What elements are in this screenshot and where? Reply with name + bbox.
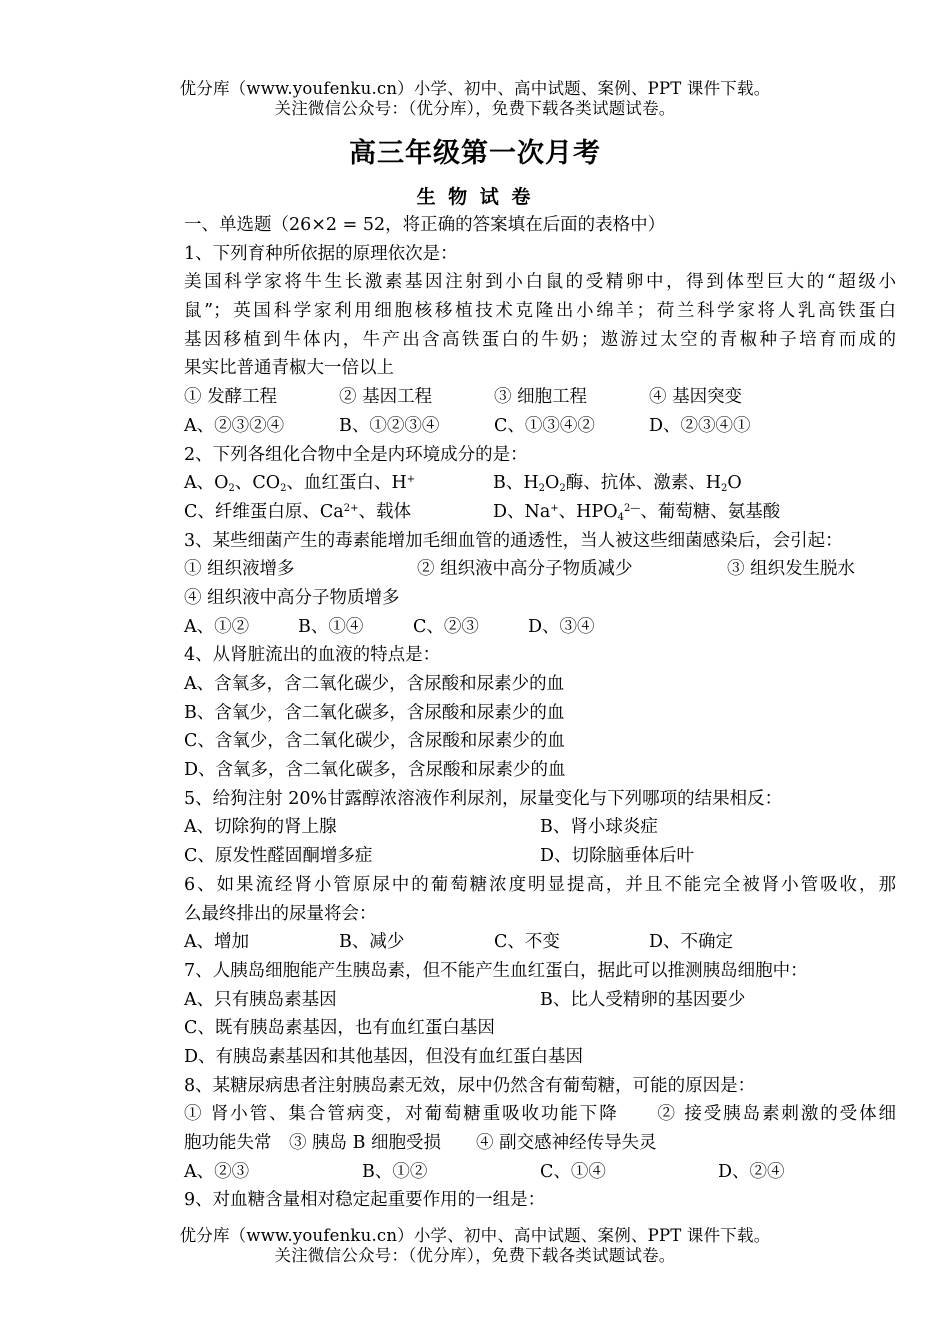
q6-option-b: B、减少 <box>339 932 405 953</box>
q1-items <box>184 383 896 412</box>
q6-stem-line: 6、如果流经肾小管原尿中的葡萄糖浓度明显提高，并且不能完全被肾小管吸收，那 <box>184 874 896 895</box>
q5-options-cd <box>184 842 896 871</box>
q7-option-c: C、既有胰岛素基因，也有血红蛋白基因 <box>184 1018 495 1039</box>
q1-option-a: A、②③②④ <box>184 415 285 436</box>
q1-option-b: B、①②③④ <box>339 415 440 436</box>
header-line-1: 优分库（www.youfenku.cn）小学、初中、高中试题、案例、PPT 课件下载。 <box>179 79 771 98</box>
q2-option-b: B、$H_2O_2$酶、抗体、激素、$H_2O$ <box>493 473 742 495</box>
q3-item: ③ 组织发生脱水 <box>727 559 856 580</box>
q1-passage-line: 鼠”；英国科学家利用细胞核移植技术克隆出小绵羊；荷兰科学家将人乳高铁蛋白 <box>184 301 896 322</box>
q1-stem: 1、下列育种所依据的原理依次是： <box>184 243 458 264</box>
q1-item: ② 基因工程 <box>339 387 433 408</box>
q2-options-cd <box>184 498 896 527</box>
q8-items-line: 胞功能失常 ③ 胰岛 B 细胞受损 ④ 副交感神经传导失灵 <box>184 1133 657 1153</box>
q7-option-d: D、有胰岛素基因和其他基因，但没有血红蛋白基因 <box>184 1046 584 1067</box>
q6-stem <box>184 871 896 928</box>
q5-option-a: A、切除狗的肾上腺 <box>184 817 337 838</box>
q8-stem: 8、某糖尿病患者注射胰岛素无效，尿中仍然含有葡萄糖，可能的原因是： <box>184 1075 756 1096</box>
q7-option-b: B、比人受精卵的基因要少 <box>540 989 746 1010</box>
section-heading: 一、单选题（26×2 = 52，将正确的答案填在后面的表格中） <box>184 215 666 235</box>
page-header <box>0 79 950 119</box>
q4-option-a: A、含氧多，含二氧化碳少，含尿酸和尿素少的血 <box>184 674 565 694</box>
header-line-2: 关注微信公众号：（优分库），免费下载各类试题试卷。 <box>274 99 676 118</box>
q4-stem: 4、从肾脏流出的血液的特点是： <box>184 645 441 666</box>
q1-passage-line: 果实比普通青椒大一倍以上 <box>184 358 394 379</box>
q2-option-a: A、$O_2$、$CO_2$、血红蛋白、H+ <box>184 473 416 495</box>
q1-passage <box>184 268 896 383</box>
q3-option-c: C、②③ <box>413 616 479 637</box>
page-footer <box>0 1226 950 1266</box>
q8-option-d: D、②④ <box>718 1161 785 1182</box>
q6-option-d: D、不确定 <box>649 932 734 953</box>
q1-item: ① 发酵工程 <box>184 387 278 408</box>
q3-stem: 3、某些细菌产生的毒素能增加毛细血管的通透性，当人被这些细菌感染后，会引起： <box>184 530 843 551</box>
q7-stem: 7、人胰岛细胞能产生胰岛素，但不能产生血红蛋白，据此可以推测胰岛细胞中： <box>184 960 808 981</box>
exam-title: 高三年级第一次月考 <box>349 138 601 169</box>
q2-option-d: D、Na+、$HPO_4^{2—}$、葡萄糖、氨基酸 <box>493 501 781 523</box>
q1-item: ④ 基因突变 <box>649 387 743 408</box>
q2-options-ab <box>184 469 896 498</box>
q3-item-4: ④ 组织液中高分子物质增多 <box>184 587 400 608</box>
q5-option-b: B、肾小球炎症 <box>540 817 658 838</box>
q8-option-c: C、①④ <box>540 1161 606 1182</box>
q5-stem: 5、给狗注射 20%甘露醇浓溶液作利尿剂，尿量变化与下列哪项的结果相反： <box>184 788 783 809</box>
q3-option-a: A、①② <box>184 616 250 637</box>
q8-option-a: A、②③ <box>184 1161 250 1182</box>
q4-option-c: C、含氧少，含二氧化碳少，含尿酸和尿素少的血 <box>184 731 565 752</box>
q8-options <box>184 1158 896 1187</box>
q4-option-b: B、含氧少，含二氧化碳多，含尿酸和尿素少的血 <box>184 702 565 723</box>
q3-items <box>184 555 896 584</box>
q5-option-c: C、原发性醛固酮增多症 <box>184 846 373 867</box>
q7-option-a: A、只有胰岛素基因 <box>184 989 337 1010</box>
q1-item: ③ 细胞工程 <box>494 387 588 408</box>
q8-option-b: B、①② <box>362 1161 428 1182</box>
q3-option-d: D、③④ <box>528 616 595 637</box>
exam-subtitle: 生 物 试 卷 <box>416 186 534 208</box>
q1-passage-line: 美国科学家将牛生长激素基因注射到小白鼠的受精卵中，得到体型巨大的“超级小 <box>184 272 896 293</box>
q6-stem-line: 么最终排出的尿量将会： <box>184 903 377 924</box>
q3-option-b: B、①④ <box>298 616 364 637</box>
q8-items <box>184 1100 896 1157</box>
exam-body <box>184 211 896 1215</box>
q6-option-a: A、增加 <box>184 932 250 953</box>
q2-stem: 2、下列各组化合物中全是内环境成分的是： <box>184 444 528 465</box>
q4-option-d: D、含氧多，含二氧化碳多，含尿酸和尿素少的血 <box>184 760 566 781</box>
q8-items-line: ① 肾小管、集合管病变，对葡萄糖重吸收功能下降 ② 接受胰岛素刺激的受体细 <box>184 1104 896 1125</box>
q7-options-ab <box>184 986 896 1015</box>
q5-options-ab <box>184 813 896 842</box>
q6-options <box>184 928 896 957</box>
q1-option-d: D、②③④① <box>649 415 751 436</box>
q3-item: ① 组织液增多 <box>184 559 295 580</box>
q1-options <box>184 412 896 441</box>
q9-stem: 9、对血糖含量相对稳定起重要作用的一组是： <box>184 1190 546 1211</box>
footer-line-1: 优分库（www.youfenku.cn）小学、初中、高中试题、案例、PPT 课件下载。 <box>179 1226 771 1245</box>
q3-item: ② 组织液中高分子物质减少 <box>417 559 633 580</box>
q1-passage-line: 基因移植到牛体内，牛产出含高铁蛋白的牛奶；遨游过太空的青椒种子培育而成的 <box>184 329 896 350</box>
q3-options <box>184 613 896 642</box>
q6-option-c: C、不变 <box>494 932 560 953</box>
footer-line-2: 关注微信公众号：（优分库），免费下载各类试题试卷。 <box>274 1246 676 1265</box>
q2-option-c: C、纤维蛋白原、$Ca^{2+}$、载体 <box>184 501 411 522</box>
q1-option-c: C、①③④② <box>494 415 595 436</box>
q5-option-d: D、切除脑垂体后叶 <box>540 846 695 867</box>
